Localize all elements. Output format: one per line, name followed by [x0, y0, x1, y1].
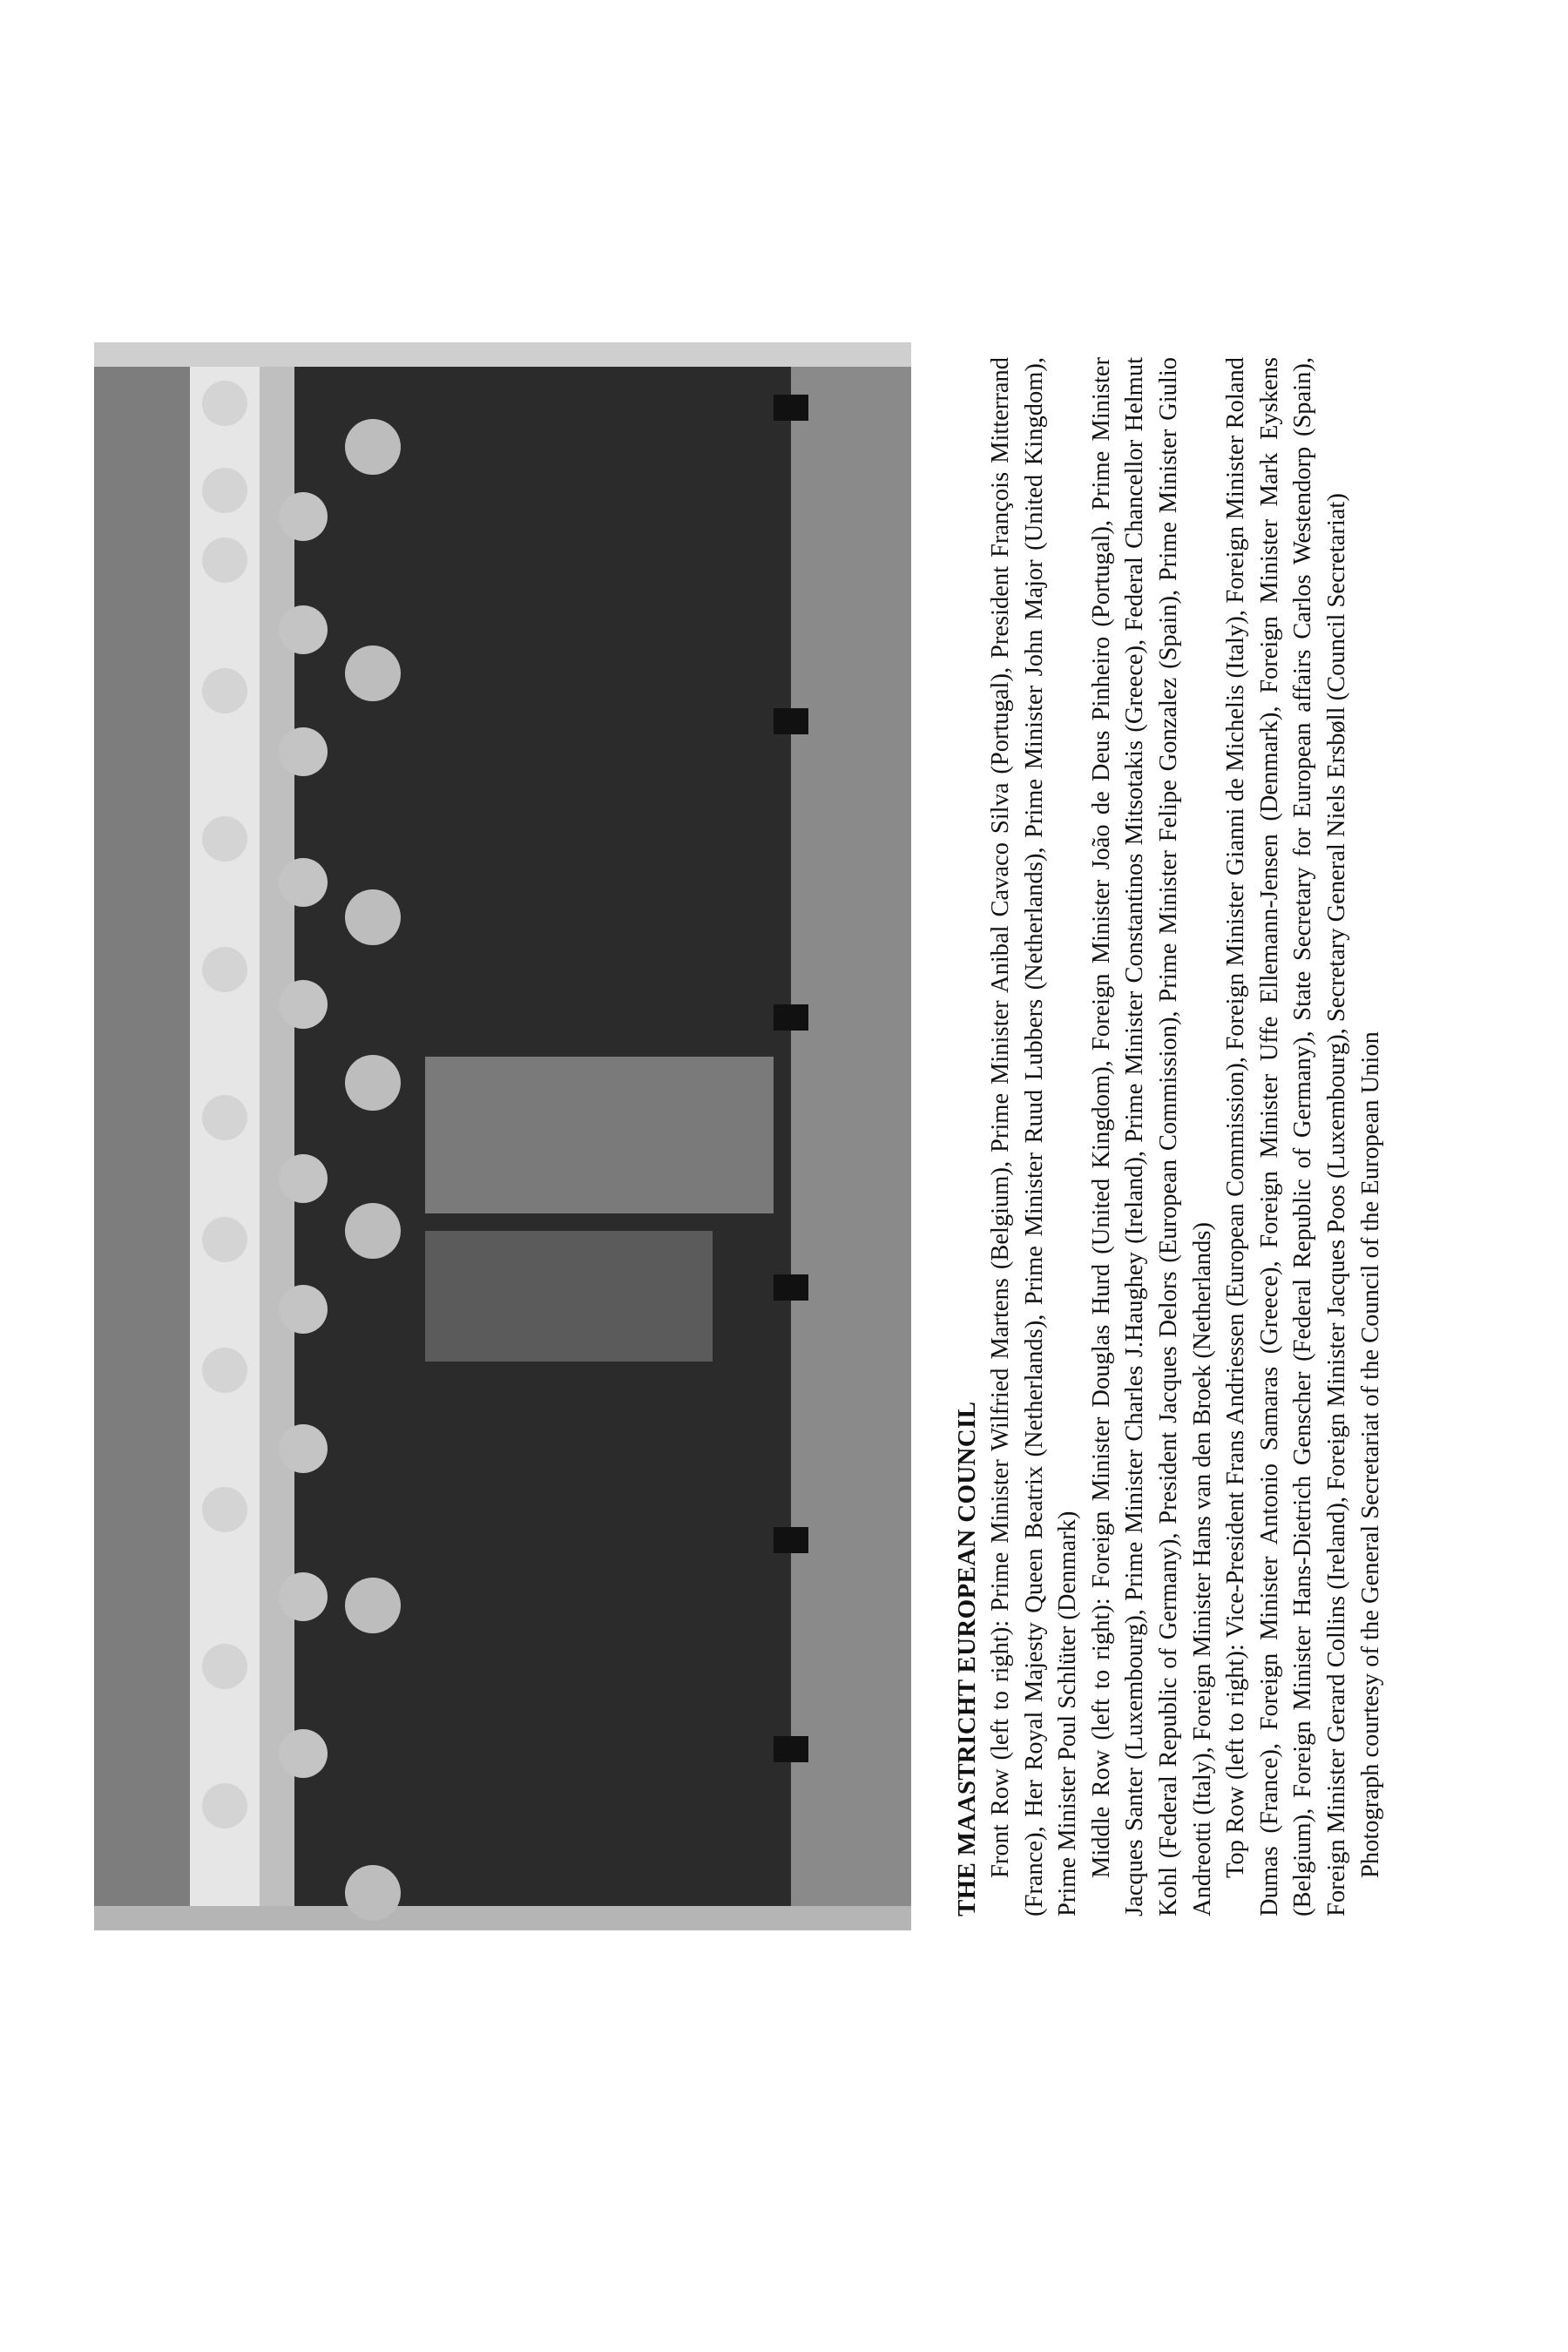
group-photo-illustration	[94, 342, 911, 1930]
caption-credit: Photograph courtesy of the General Secretariat of the Council of the European Union	[1356, 1031, 1384, 1878]
caption-title: THE MAASTRICHT EUROPEAN COUNCIL	[953, 1401, 981, 1916]
caption-middle-row: Middle Row (left to right): Foreign Minister Douglas Hurd (United Kingdom), Foreign Minister João de Deus Pinheiro (Portugal), Prime Minister Jacques Santer (Luxembourg), Prime Minister Charles J.Haughey (Ireland), Prime Minister Constantinos Mitsotakis (Greece), Federal Chancellor Helmut Kohl (Federal Republic of Germany), President Jacques Delors (European Commission), Prime Minister Felipe Gonzalez (Spain), Prime Minister Giulio Andreotti (Italy), Foreign Minister Hans van den Broek (Netherlands)	[1087, 357, 1216, 1916]
caption-top-row: Top Row (left to right): Vice-President Frans Andriessen (European Commission), Foreign Minister Gianni de Michelis (Italy), Foreign Minister Roland Dumas (France), Foreign Minister Antonio Samaras (Greece), Foreign Minister Uffe Ellemann-Jensen (Denmark), Foreign Minister Mark Eyskens (Belgium), Foreign Minister Hans-Dietrich Genscher (Federal Republic of Germany), State Secretary for European affairs Carlos Westendorp (Spain), Foreign Minister Gerard Collins (Ireland), Foreign Minister Jacques Poos (Luxembourg), Secretary General Niels Ersbøll (Council Secretariat)	[1222, 357, 1350, 1916]
caption-front-row: Front Row (left to right): Prime Minister Wilfried Martens (Belgium), Prime Minister Anibal Cavaco Silva (Portugal), President François Mitterrand (France), Her Royal Majesty Queen Beatrix (Netherlands), Prime Minister Ruud Lubbers (Netherlands), Prime Minister John Major (United Kingdom), Prime Minister Poul Schlüter (Denmark)	[987, 357, 1082, 1916]
group-photograph	[94, 342, 911, 1930]
photo-caption	[950, 357, 1507, 1916]
